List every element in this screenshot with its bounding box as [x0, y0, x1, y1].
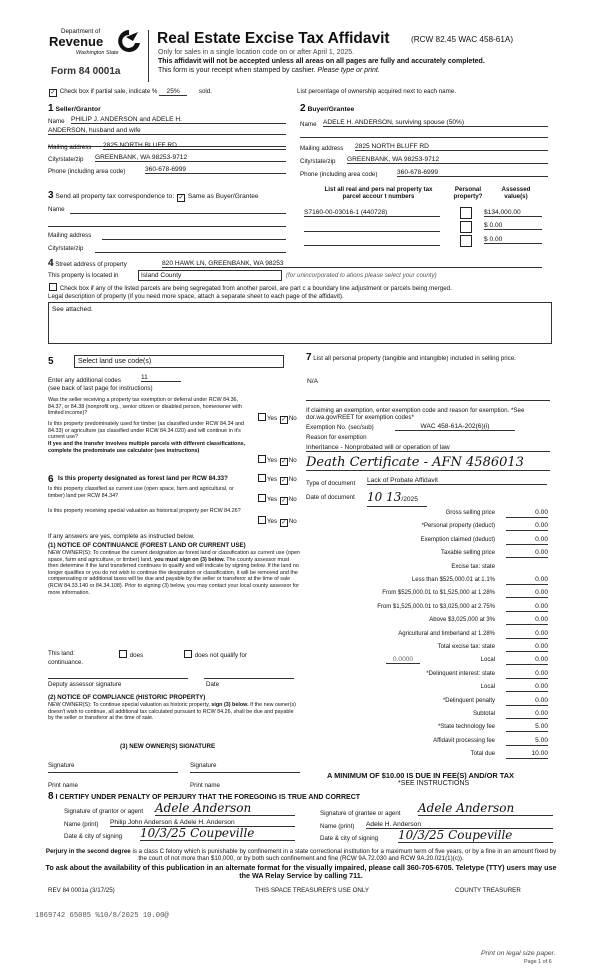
- partial-sale-row: [48, 88, 212, 97]
- subtitle-3: This form is your receipt when stamped by cashier.: [158, 67, 316, 74]
- tax-row-value[interactable]: 0.00: [506, 683, 548, 692]
- buyer-name-label: Name: [300, 121, 317, 128]
- grantee-sig-label: Signature of grantee or agent: [320, 810, 401, 817]
- grantor-name[interactable]: Philip John Anderson & Adele H. Anderson: [110, 819, 295, 827]
- partial-sale-label: Check box if partial sale, indicate %: [59, 88, 158, 95]
- section5-q2b: If yes and the transfer involves multiple parcels with different classifications, complete the predominate use calculator (see instructions): [48, 441, 246, 454]
- grantor-name-label: Name (print): [64, 821, 99, 828]
- personal-property-list[interactable]: N/A: [307, 378, 318, 385]
- form-rcw: (RCW 82.45 WAC 458-61A): [411, 35, 514, 44]
- buyer-name-1[interactable]: ADELE H. ANDERSON, surviving spouse (50%): [323, 119, 548, 127]
- street-label: 4 Street address of property: [48, 258, 127, 269]
- tax-row-value[interactable]: 0.00: [506, 697, 548, 706]
- exemption-no[interactable]: WAC 458-61A-202(6)(i): [395, 423, 515, 431]
- partial-sale-checkbox[interactable]: ✓: [50, 90, 56, 96]
- buyer-city-label: City/state/zip: [300, 158, 336, 165]
- alt-format-notice: To ask about the availability of this publication in an alternate format for the visually impaired, please call 360-705-6705. Teletype (TTY) users may use the WA Relay Service by calling 711.: [45, 863, 557, 881]
- tax-row-value[interactable]: 0.00: [506, 616, 548, 625]
- personal-property-checkbox-3[interactable]: [460, 235, 472, 247]
- tax-row-label: Agricultural and timberland at 1.28%: [398, 631, 495, 637]
- parcels-header-2: Personal property?: [453, 186, 483, 201]
- notice1-body: NEW OWNER(S): To continue the current designation as forest land or classification as current use (open space, farm and agriculture, or timber) land, you must sign on (3) below. The county assessor must then determine if the land transferred continues to qualify and will indicate by signing below. If the land no longer qualifies or you do not wish to continue the designation or classification, it will be removed and the compensating or additional taxes will be due and payable by the seller or transferor at the time of sale (RCW 84.33.140 or 84.34.108). Prior to signing (3) below, you may contact your local county assessor for more information.: [48, 550, 300, 596]
- grantee-date-label: Date & city of signing: [320, 835, 379, 842]
- legal-size-note: Print on legal size paper.: [481, 950, 556, 957]
- seller-city-label: City/state/zip: [48, 156, 84, 163]
- tax-row-label: Total due: [470, 751, 495, 757]
- page-number: Page 1 of 6: [524, 959, 552, 965]
- seller-city[interactable]: GREENBANK, WA 98253-9712: [95, 154, 286, 162]
- seller-heading: 1 Seller/Grantor: [48, 103, 101, 114]
- partial-sold: sold.: [198, 88, 212, 95]
- tax-row-value[interactable]: 0.00: [506, 670, 548, 679]
- tax-row-label: Exemption claimed (deduct): [420, 537, 495, 543]
- form-title: Real Estate Excise Tax Affidavit: [157, 30, 390, 47]
- county-select[interactable]: Island County: [138, 270, 282, 281]
- corr-mail-label: Mailing address: [48, 232, 92, 239]
- continuance: continuance.: [48, 659, 84, 666]
- additional-codes[interactable]: 11: [141, 374, 181, 382]
- exemption-no-label: Exemption No. (sec/sub): [306, 424, 374, 431]
- sig-label-2: Signature: [190, 762, 217, 769]
- seller-name-label: Name: [48, 118, 65, 125]
- does-not-option: does not qualify for: [183, 650, 247, 659]
- tax-row-value[interactable]: 0.00: [506, 630, 548, 639]
- parcels-header-1: List all real and pers nal property tax parcel accour t numbers: [324, 186, 433, 201]
- this-land: This land:: [48, 650, 75, 657]
- deputy-label: Deputy assessor signature: [48, 681, 122, 688]
- buyer-mail-label: Mailing address: [300, 145, 344, 152]
- personal-property-checkbox-2[interactable]: [460, 221, 472, 233]
- notice1-head: (1) NOTICE OF CONTINUANCE (FOREST LAND OR CURRENT USE): [48, 542, 246, 549]
- tax-row-label: Local: [480, 684, 495, 690]
- tax-row-value[interactable]: 10.00: [506, 750, 548, 759]
- tax-row-value[interactable]: 0.00: [506, 643, 548, 652]
- buyer-heading: 2 Buyer/Grantee: [300, 103, 355, 114]
- assessed-value-3[interactable]: $ 0.00: [484, 236, 542, 244]
- legal-description: See attached.: [52, 306, 93, 313]
- section6-num: 6: [48, 474, 54, 485]
- print-label-2: Print name: [190, 782, 220, 789]
- tax-row-label: Taxable selling price: [440, 550, 495, 556]
- doc-type-label: Type of document: [306, 480, 356, 487]
- rev-number: REV 84 0001a (3/17/25): [48, 887, 115, 894]
- subtitle-1: Only for sales in a single location code on or after April 1, 2025.: [158, 49, 355, 56]
- local-rate[interactable]: 0.0000: [386, 656, 420, 664]
- corr-heading: 3 Send all property tax correspondence to: ✓ Same as Buyer/Grantee: [48, 190, 259, 201]
- section6-q1-answer: Yes ✓ No: [257, 474, 297, 485]
- deputy-date-label: Date: [206, 681, 220, 688]
- tax-row-label: Gross selling price: [445, 510, 495, 516]
- cashier-stamp: 1869742 65085 %10/8/2025 10.00@: [35, 912, 169, 920]
- street-address[interactable]: 820 HAWK LN, GREENBANK, WA 98253: [162, 260, 542, 268]
- tax-row-label: Excise tax: state: [451, 564, 495, 570]
- reason-label: Reason for exemption: [306, 434, 367, 441]
- form-number: Form 84 0001a: [51, 66, 121, 77]
- section5-num: 5: [48, 356, 54, 367]
- grantor-date[interactable]: 10/3/25 Coupeville: [140, 826, 295, 841]
- notice2-head: (2) NOTICE OF COMPLIANCE (HISTORIC PROPERTY): [48, 694, 206, 701]
- q1-no-checkbox[interactable]: ✓: [281, 417, 287, 423]
- partial-pct[interactable]: 25%: [159, 88, 187, 96]
- tax-row-value[interactable]: 0.00: [506, 509, 548, 518]
- land-use-select[interactable]: Select land use code(s): [74, 355, 284, 368]
- county-note: (for unincorporated lo ations please select your county): [286, 272, 437, 279]
- seller-mail[interactable]: 2825 NORTH BLUFF RD: [103, 142, 286, 150]
- legal-description-box[interactable]: [48, 302, 552, 344]
- does-not-checkbox[interactable]: [184, 650, 192, 658]
- tax-row-value[interactable]: 0.00: [506, 603, 548, 612]
- tax-row-label: Subtotal: [472, 711, 495, 717]
- tax-row-value[interactable]: 5.00: [506, 723, 548, 732]
- tax-row-label: Total excise tax: state: [437, 644, 495, 650]
- list-note: List percentage of ownership acquired next to each name.: [297, 88, 456, 95]
- tax-row-label: *Delinquent penalty: [442, 698, 495, 704]
- seller-phone[interactable]: 360-678-6999: [145, 166, 286, 174]
- dept-line1: Department of: [61, 28, 101, 35]
- tax-row-label: Less than $525,000.01 at 1.1%: [411, 577, 495, 583]
- corr-city-label: City/state/zip: [48, 245, 84, 252]
- tax-row-label: *Delinquent interest: state: [426, 671, 495, 677]
- section6-q1: Is this property designated as forest land per RCW 84.33?: [58, 475, 228, 482]
- tax-row-label: From $1,525,000.01 to $3,025,000 at 2.75%: [377, 604, 495, 610]
- tax-row-label: Local: [480, 657, 495, 663]
- tax-row-label: *State technology fee: [437, 724, 495, 730]
- grantee-name[interactable]: Adele H. Anderson: [366, 821, 553, 829]
- does-checkbox[interactable]: [119, 650, 127, 658]
- seller-phone-label: Phone (including area code): [48, 168, 126, 175]
- grantor-signature[interactable]: Adele Anderson: [155, 801, 295, 816]
- tax-row-label: *Personal property (deduct): [421, 523, 495, 529]
- does-option: does: [118, 650, 143, 659]
- section5-q1-answer: Yes ✓ No: [257, 413, 297, 424]
- tax-row-value[interactable]: 0.00: [506, 536, 548, 545]
- exemption-text: If claiming an exemption, enter exemption code and reason for exemption. *See dor.wa.gov/REET for exemption codes*: [306, 407, 525, 422]
- section6-q2-answer: Yes ✓ No: [257, 494, 297, 505]
- tax-row-label: Above $3,025,000 at 3%: [429, 617, 495, 623]
- grantee-name-label: Name (print): [320, 823, 355, 830]
- subtitle-2: This affidavit will not be accepted unless all areas on all pages are fully and accurately completed.: [158, 58, 485, 65]
- doc-type[interactable]: Lack of Probate Affidavit: [367, 477, 547, 485]
- section6-q2: Is this property classified as current use (open space, farm and agricultural, or timber) land per RCW 84.34?: [48, 486, 234, 499]
- perjury-notice: Perjury in the second degree is a class C felony which is punishable by confinement in a state correctional institution for a maximum term of five years, or by a fine in an amount fixed by the court of not more than $10,000, or by both such confinement and fine (RCW 9A.72.030 and RCW 9A.20.021(1)(c)).: [45, 848, 557, 863]
- treasurer-use: THIS SPACE TREASURER'S USE ONLY: [255, 887, 369, 894]
- assessed-value-1[interactable]: $134,000.00: [484, 209, 542, 217]
- parcel-number-1[interactable]: S7160-00-03016-1 (440728): [304, 209, 440, 217]
- grantor-sig-label: Signature of grantor or agent: [64, 808, 144, 815]
- buyer-city[interactable]: GREENBANK, WA 98253-9712: [347, 156, 548, 164]
- doc-date-label: Date of document: [306, 494, 355, 501]
- grantee-signature[interactable]: Adele Anderson: [418, 801, 553, 816]
- notice2-body: NEW OWNER(S): To continue special valuation as historic property, sign (3) below. If the new owner(s) doesn't wish to continue, all additional tax calculated pursuant to RCW 84.26, shall be due and payable by the seller or transferor at the time of sale.: [48, 702, 296, 722]
- county-treasurer: COUNTY TREASURER: [455, 887, 521, 894]
- tax-row-value[interactable]: 0.00: [506, 522, 548, 531]
- print-label-1: Print name: [48, 782, 78, 789]
- section5-q2: Is this property predominately used for timber (as classified under RCW 84.34 and 84.33) or agriculture (as classified under RCW 84.34.020) and will continue in it's current use?: [48, 421, 244, 441]
- buyer-phone[interactable]: 360-678-6999: [397, 169, 548, 177]
- legal-label: Legal description of property (if you need more space, attach a separate sheet to each page of the affidavit).: [48, 293, 344, 300]
- tax-row-value[interactable]: 0.00: [506, 576, 548, 585]
- subtitle-3b: Please type or print.: [317, 67, 380, 74]
- exemption-reason[interactable]: Inheritance - Nonprobated will or operation of law: [306, 444, 550, 452]
- section6-q3-answer: Yes ✓ No: [257, 516, 297, 527]
- dept-state: Washington State: [76, 50, 119, 56]
- section5-q1: Was the seller receiving a property tax exemption or deferral under RCW 84.36, 84.37, or 84.38 (nonprofit org., senior citizen or disabled person, homeowner with limited income)?: [48, 397, 242, 417]
- certify-heading: 8 I CERTIFY UNDER PENALTY OF PERJURY THAT THE FOREGOING IS TRUE AND CORRECT: [48, 791, 361, 802]
- revenue-logo-icon: [116, 28, 142, 56]
- seller-name-1[interactable]: PHILIP J. ANDERSON and ADELE H.: [71, 116, 286, 124]
- section6-q3: Is this property receiving special valuation as historical property per RCW 84.26?: [48, 508, 241, 514]
- grantee-date[interactable]: 10/3/25 Coupeville: [398, 828, 553, 843]
- notice3-head: (3) NEW OWNER(S) SIGNATURE: [120, 743, 216, 750]
- minimum-due: A MINIMUM OF $10.00 IS DUE IN FEE(S) AND/OR TAX: [327, 771, 514, 780]
- grantor-date-label: Date & city of signing: [64, 833, 123, 840]
- tax-row-value[interactable]: 0.00: [506, 589, 548, 598]
- assessed-value-2[interactable]: $ 0.00: [484, 222, 542, 230]
- seller-mail-label: Mailing address: [48, 144, 92, 151]
- tax-row-value[interactable]: 0.00: [506, 656, 548, 665]
- personal-property-checkbox-1[interactable]: [460, 207, 472, 219]
- q2-no-checkbox[interactable]: ✓: [281, 459, 287, 465]
- same-as-buyer-checkbox[interactable]: ✓: [178, 195, 184, 201]
- county-label: This property is located in: [48, 272, 119, 279]
- if-yes: If any answers are yes, complete as instructed below.: [48, 533, 195, 540]
- additional-codes-label: Enter any additional codes: [48, 377, 121, 384]
- death-certificate-note[interactable]: Death Certificate - AFN 4586013: [306, 455, 550, 471]
- dept-name: Revenue: [49, 34, 104, 49]
- section7-heading: 7 List all personal property (tangible and intangible) included in selling price.: [306, 352, 516, 363]
- parcels-header-3: Assessed value(s): [501, 186, 531, 201]
- see-instructions: *SEE INSTRUCTIONS: [398, 780, 470, 787]
- see-back: (see back of last page for instructions): [48, 385, 153, 392]
- buyer-phone-label: Phone (including area code): [300, 171, 378, 178]
- corr-name-label: Name: [48, 206, 65, 213]
- sig-label-1: Signature: [48, 762, 75, 769]
- seller-name-2[interactable]: ANDERSON, husband and wife: [48, 127, 286, 135]
- doc-date[interactable]: 10 13/2025: [367, 488, 427, 507]
- segregation-checkbox[interactable]: [49, 283, 57, 291]
- segregation-row: Check box if any of the listed parcels are being segregated from another parcel, are part c a boundary line adjustment or parcels being merged.: [48, 283, 452, 292]
- buyer-mail[interactable]: 2825 NORTH BLUFF RD: [355, 143, 548, 151]
- tax-row-label: Affidavit processing fee: [433, 738, 495, 744]
- tax-row-value[interactable]: 0.00: [506, 549, 548, 558]
- tax-row-label: From $525,000.01 to $1,525,000 at 1.28%: [382, 590, 495, 596]
- tax-row-value[interactable]: 0.00: [506, 710, 548, 719]
- tax-row-value[interactable]: 5.00: [506, 737, 548, 746]
- section5-q2-answer: Yes ✓ No: [257, 455, 297, 466]
